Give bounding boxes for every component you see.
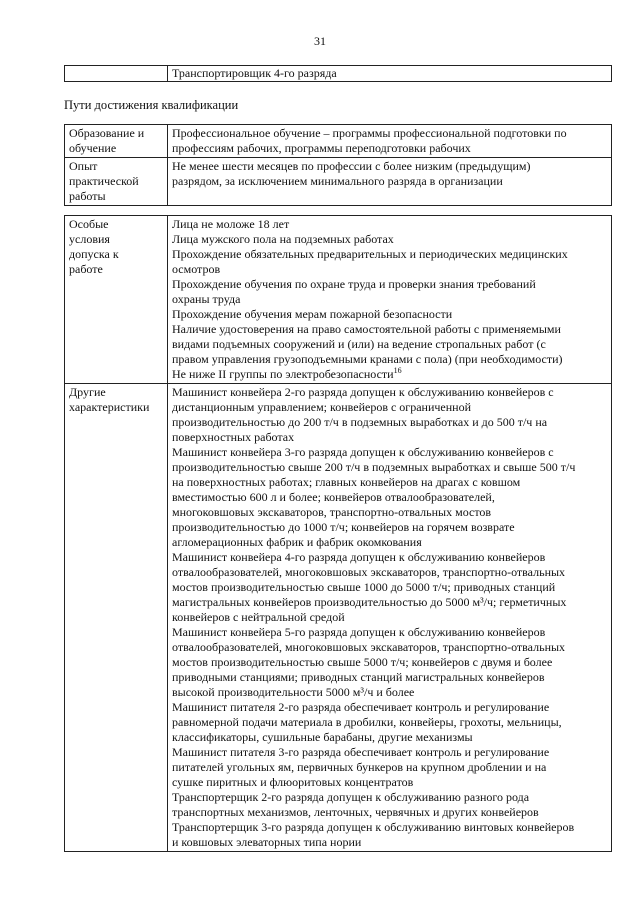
list-item — [172, 790, 607, 820]
condition-item-electrical-safety — [172, 367, 607, 382]
value-line: Не менее шести месяцев по профессии с более низким (предыдущим) — [172, 159, 531, 173]
item-line: Прохождение обязательных предварительных и периодических медицинских — [172, 247, 568, 261]
item-line: производительностью до 1000 т/ч; конвейеров на горячем возврате — [172, 520, 515, 534]
label-line: работы — [69, 189, 106, 203]
list-item — [172, 820, 607, 850]
item-line: мостов производительностью свыше 5000 т/ч; конвейеров с двумя и более — [172, 655, 553, 669]
item-line: вместимостью 600 л и более; конвейеров отвалообразователей, — [172, 490, 495, 504]
table-cell-empty — [65, 66, 168, 82]
top-table — [64, 65, 612, 82]
row-label-special-conditions — [65, 216, 168, 384]
item-line: Машинист конвейера 3-го разряда допущен к обслуживанию конвейеров с — [172, 445, 554, 459]
item-line: транспортных механизмов, ленточных, червячных и других конвейеров — [172, 805, 539, 819]
qualification-paths-table — [64, 124, 612, 206]
item-line: и ковшовых элеваторных типа нории — [172, 835, 362, 849]
list-item — [172, 385, 607, 445]
item-line: производительностью свыше 200 т/ч в подземных выработках и свыше 500 т/ч — [172, 460, 576, 474]
item-line: Машинист конвейера 2-го разряда допущен к обслуживанию конвейеров с — [172, 385, 554, 399]
list-item — [172, 247, 607, 277]
list-item — [172, 277, 607, 307]
item-line: охраны труда — [172, 292, 241, 306]
item-line: отвалообразователей, многоковшовых экскаваторов, транспортно-отвальных — [172, 640, 566, 654]
item-line: магистральных конвейеров производительностью до 5000 м³/ч; герметичных — [172, 595, 567, 609]
item-line: видами подъемных сооружений и (или) на ведение стропальных работ (с — [172, 337, 546, 351]
item-line: Транспортерщик 2-го разряда допущен к обслуживанию разного рода — [172, 790, 530, 804]
list-item — [172, 700, 607, 745]
label-line: условия — [69, 232, 110, 246]
table-cell-profession: Транспортировщик 4-го разряда — [168, 66, 612, 82]
special-conditions-list — [168, 216, 612, 384]
other-characteristics-list — [168, 384, 612, 852]
item-line: производительностью до 200 т/ч в подземных выработках и до 500 т/ч на — [172, 415, 548, 429]
list-item — [172, 550, 607, 625]
item-line: правом управления грузоподъемными кранами с пола) (при необходимости) — [172, 352, 563, 366]
item-line: осмотров — [172, 262, 221, 276]
item-line: дистанционным управлением; конвейеров с ограниченной — [172, 400, 472, 414]
table-row-experience — [65, 158, 612, 206]
label-line: Особые — [69, 217, 109, 231]
item-line: равномерной подачи материала в дробилки, конвейеры, грохоты, мельницы, — [172, 715, 562, 729]
list-item — [172, 445, 607, 550]
item-line: поверхностных работах — [172, 430, 295, 444]
item-line: Прохождение обучения по охране труда и проверки знания требований — [172, 277, 536, 291]
label-line: Другие — [69, 385, 106, 399]
item-line: мостов производительностью свыше 1000 до 5000 т/ч; приводных станций — [172, 580, 556, 594]
item-line: агломерационных фабрик и фабрик окомкования — [172, 535, 422, 549]
row-value-experience — [168, 158, 612, 206]
list-item — [172, 745, 607, 790]
label-line: характеристики — [69, 400, 150, 414]
label-line: работе — [69, 262, 103, 276]
item-line: классификаторы, сушильные барабаны, другие механизмы — [172, 730, 473, 744]
value-line: профессиям рабочих, программы переподготовки рабочих — [172, 141, 471, 155]
item-line: сушке пиритных и флюоритовых концентратов — [172, 775, 414, 789]
item-line: конвейеров с нейтральной средой — [172, 610, 345, 624]
value-line: Профессиональное обучение – программы профессиональной подготовки по — [172, 126, 567, 140]
item-line: питателей угольных ям, первичных бункеров на крупном дроблении и на — [172, 760, 547, 774]
label-line: Опыт — [69, 159, 98, 173]
row-label-education — [65, 125, 168, 158]
list-item — [172, 625, 607, 700]
row-label-other-characteristics — [65, 384, 168, 852]
item-line: Лица не моложе 18 лет — [172, 217, 290, 231]
label-line: Образование и — [69, 126, 145, 140]
item-line: многоковшовых экскаваторов, транспортно-отвальных мостов — [172, 505, 492, 519]
item-line: Транспортерщик 3-го разряда допущен к обслуживанию винтовых конвейеров — [172, 820, 575, 834]
table-row-special-conditions — [65, 216, 612, 384]
item-line: Машинист конвейера 4-го разряда допущен к обслуживанию конвейеров — [172, 550, 546, 564]
item-line: Машинист питателя 3-го разряда обеспечивает контроль и регулирование — [172, 745, 550, 759]
item-line: Наличие удостоверения на право самостоятельной работы с применяемыми — [172, 322, 561, 336]
label-line: допуска к — [69, 247, 119, 261]
item-line: Лица мужского пола на подземных работах — [172, 232, 394, 246]
label-line: обучение — [69, 141, 117, 155]
section-heading: Пути достижения квалификации — [64, 98, 239, 112]
work-conditions-table — [64, 215, 612, 852]
label-line: практической — [69, 174, 139, 188]
item-line: Машинист питателя 2-го разряда обеспечивает контроль и регулирование — [172, 700, 550, 714]
list-item — [172, 307, 607, 322]
item-line: Прохождение обучения мерам пожарной безопасности — [172, 307, 453, 321]
item-line: высокой производительности 5000 м³/ч и более — [172, 685, 415, 699]
value-line: разрядом, за исключением минимального разряда в организации — [172, 174, 503, 188]
item-line: Машинист конвейера 5-го разряда допущен к обслуживанию конвейеров — [172, 625, 546, 639]
item-line: на поверхностных работах; главных конвейеров на драгах с ковшом — [172, 475, 521, 489]
item-line: отвалообразователей, многоковшовых экскаваторов, транспортно-отвальных — [172, 565, 566, 579]
table-row-education — [65, 125, 612, 158]
footnote-marker: 16 — [393, 366, 402, 375]
list-item — [172, 322, 607, 367]
page-number: 31 — [314, 34, 326, 48]
row-value-education — [168, 125, 612, 158]
item-line: приводными станциями; приводных станций магистральных конвейеров — [172, 670, 545, 684]
table-row-other-characteristics — [65, 384, 612, 852]
list-item — [172, 232, 607, 247]
condition-text: Не ниже II группы по электробезопасности — [172, 367, 394, 381]
list-item — [172, 217, 607, 232]
table-row — [65, 66, 612, 82]
row-label-experience — [65, 158, 168, 206]
